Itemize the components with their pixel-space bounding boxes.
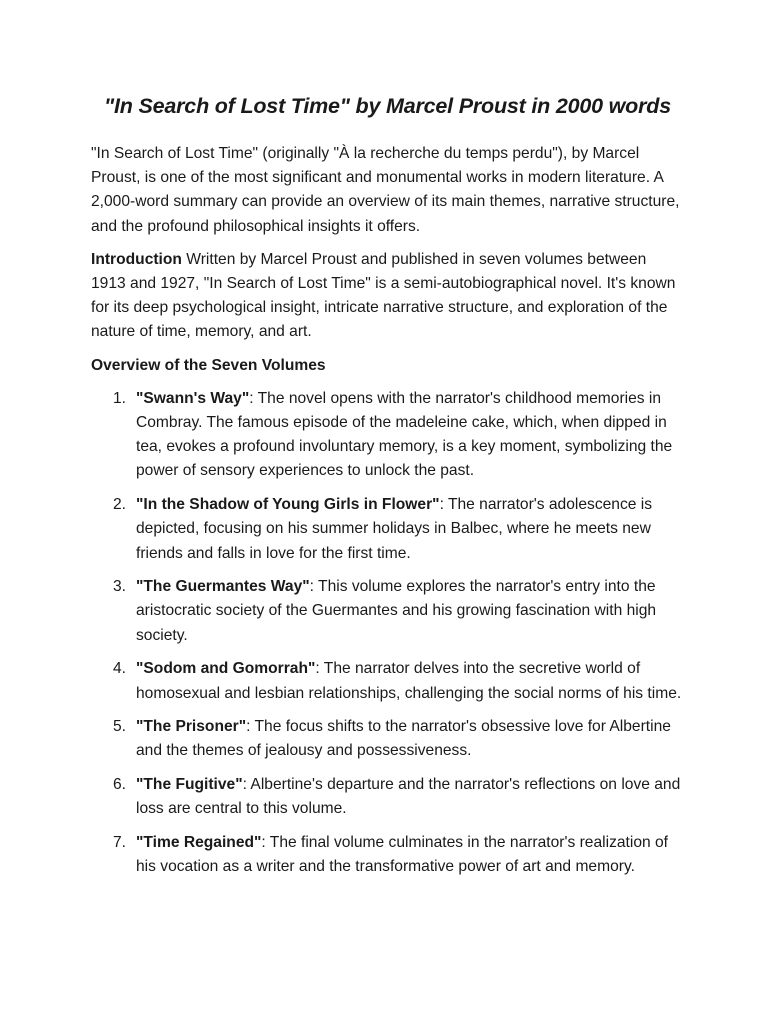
- document-title: "In Search of Lost Time" by Marcel Proust in 2000 words: [104, 94, 671, 118]
- list-item: [91, 493, 684, 566]
- volume-description: : The focus shifts to the narrator's obsessive love for Albertine and the themes of jealousy and possessiveness.: [136, 718, 671, 760]
- intro-paragraph: "In Search of Lost Time" (originally "À la recherche du temps perdu"), by Marcel Proust, is one of the most significant and monumental works in modern literature. A 2,000-word summary can provide an overview of its main themes, narrative structure, and the profound philosophical insights it offers.: [91, 145, 680, 235]
- list-number: 3.: [113, 578, 127, 596]
- list-item: [91, 657, 684, 705]
- volume-description: : The novel opens with the narrator's childhood memories in Combray. The famous episode of the madeleine cake, which, when dipped in tea, evokes a profound involuntary memory, is a key moment, symbolizing the power of sensory experiences to unlock the past.: [136, 389, 673, 480]
- list-number: 1.: [113, 389, 127, 407]
- list-number: 6.: [113, 776, 127, 794]
- volume-name: "Time Regained": [136, 834, 262, 852]
- overview-heading: Overview of the Seven Volumes: [91, 356, 326, 374]
- list-item: [91, 831, 684, 879]
- volume-name: "The Guermantes Way": [136, 578, 310, 596]
- list-number: 5.: [113, 718, 127, 736]
- list-item: [91, 575, 684, 648]
- introduction-paragraph: [91, 248, 684, 345]
- volume-name: "Swann's Way": [136, 389, 250, 407]
- list-item: [91, 715, 684, 763]
- volume-description: : The narrator delves into the secretive world of homosexual and lesbian relationships, challenging the social norms of his time.: [136, 660, 682, 702]
- volume-name: "The Prisoner": [136, 718, 247, 736]
- volume-name: "The Fugitive": [136, 776, 243, 794]
- volume-list: [91, 387, 684, 880]
- volume-name: "In the Shadow of Young Girls in Flower": [136, 496, 440, 514]
- list-item: [91, 773, 684, 821]
- list-number: 7.: [113, 834, 127, 852]
- volume-name: "Sodom and Gomorrah": [136, 660, 316, 678]
- list-item: [91, 387, 684, 484]
- list-number: 4.: [113, 660, 127, 678]
- introduction-text: Written by Marcel Proust and published in seven volumes between 1913 and 1927, "In Search of Lost Time" is a semi-autobiographical novel. It's known for its deep psychological insight, intricate narrative structure, and exploration of the nature of time, memory, and art.: [91, 250, 676, 341]
- volume-description: : The final volume culminates in the narrator's realization of his vocation as a writer and the transformative power of art and memory.: [136, 834, 669, 876]
- volume-description: : This volume explores the narrator's entry into the aristocratic society of the Guermantes and his growing fascination with high society.: [136, 578, 657, 644]
- introduction-label: Introduction: [91, 250, 182, 268]
- list-number: 2.: [113, 496, 127, 514]
- volume-description: : The narrator's adolescence is depicted, focusing on his summer holidays in Balbec, where he meets new friends and falls in love for the first time.: [136, 496, 653, 562]
- volume-description: : Albertine's departure and the narrator's reflections on love and loss are central to this volume.: [136, 776, 681, 818]
